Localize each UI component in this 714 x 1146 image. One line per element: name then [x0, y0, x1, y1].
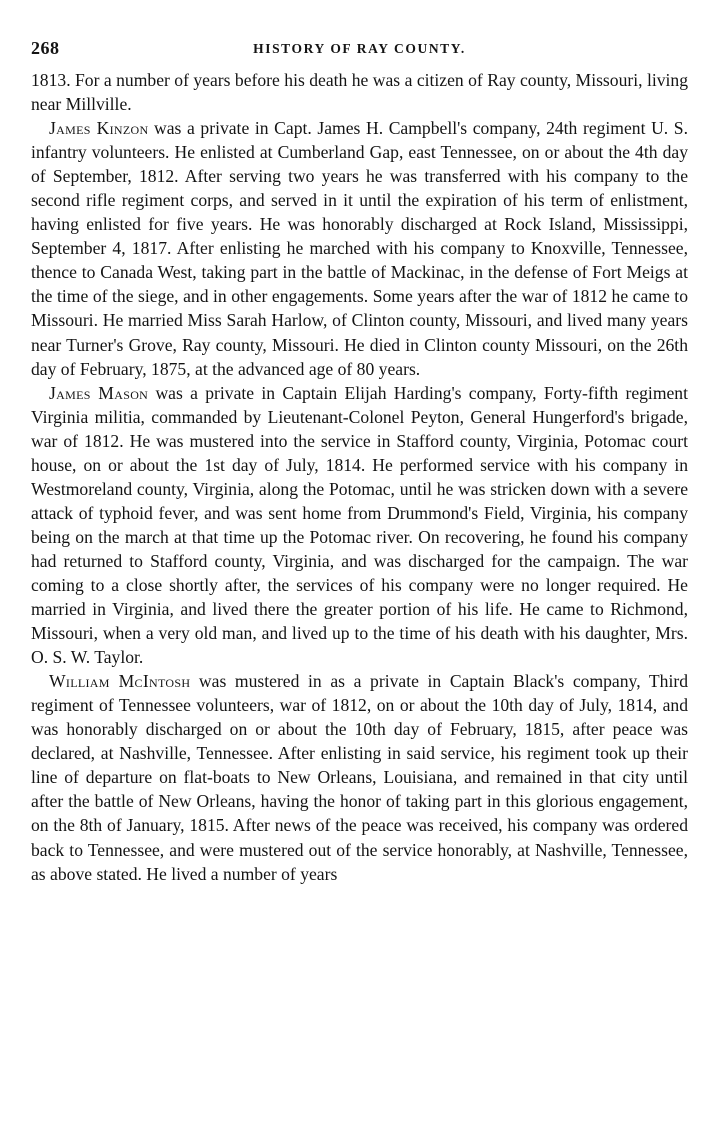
paragraph-text: 1813. For a number of years before his death he was a citizen of Ray county, Missouri, living near Millville.: [31, 70, 688, 115]
paragraph-james-kinzon: [31, 116, 688, 381]
page-header: [31, 38, 688, 68]
running-head: HISTORY OF RAY COUNTY.: [253, 41, 466, 56]
paragraph-william-mcintosh: [31, 669, 688, 885]
paragraph-continuation: [31, 68, 688, 116]
person-name: William McIntosh: [49, 671, 191, 692]
page-body: [31, 68, 688, 886]
paragraph-text: was mustered in as a private in Captain Black's company, Third regiment of Tennessee volunteers, war of 1812, on or about the 10th day of July, 1814, and was honorably discharged on or about the 10th day of February, 1815, after peace was declared, at Nashville, Tennessee. After enlisting in said service, his regiment took up their line of departure on flat-boats to New Orleans, Louisiana, and remained in that city until after the battle of New Orleans, having the honor of taking part in this glorious engagement, on the 8th of January, 1815. After news of the peace was received, his company was ordered back to Tennessee, and were mustered out of the service honorably, at Nashville, Tennessee, as above stated. He lived a number of years: [31, 671, 688, 884]
person-name: James Kinzon: [49, 118, 149, 139]
paragraph-text: was a private in Capt. James H. Campbell's company, 24th regiment U. S. infantry volunteers. He enlisted at Cumberland Gap, east Tennessee, on or about the 4th day of September, 1812. After serving two years he was transferred with his company to the second rifle regiment corps, and served in it until the expiration of his term of enlistment, having enlisted for five years. He was honorably discharged at Rock Island, Mississippi, September 4, 1817. After enlisting he marched with his company to Knoxville, Tennessee, thence to Canada West, taking part in the battle of Mackinac, in the defense of Fort Meigs at the time of the siege, and in other engagements. Some years after the war of 1812 he came to Missouri. He married Miss Sarah Harlow, of Clinton county, Missouri, and lived many years near Turner's Grove, Ray county, Missouri. He died in Clinton county Missouri, on the 26th day of February, 1875, at the advanced age of 80 years.: [31, 118, 688, 379]
person-name: James Mason: [49, 382, 149, 403]
paragraph-james-mason: [31, 381, 688, 670]
paragraph-text: was a private in Captain Elijah Harding's company, Forty-fifth regiment Virginia militia, commanded by Lieutenant-Colonel Peyton, General Hungerford's brigade, war of 1812. He was mustered into the service in Stafford county, Virginia, Potomac court house, on or about the 1st day of July, 1814. He performed service with his company in Westmoreland county, Virginia, along the Potomac, until he was stricken down with a severe attack of typhoid fever, and was sent home from Drummond's Field, Virginia, his company being on the march at that time up the Potomac river. On recovering, he found his company had returned to Stafford county, Virginia, and was discharged for the campaign. The war coming to a close shortly after, the services of his company were no longer required. He married in Virginia, and lived there the greater portion of his life. He came to Richmond, Missouri, when a very old man, and lived up to the time of his death with his daughter, Mrs. O. S. W. Taylor.: [31, 382, 688, 668]
page-number: 268: [31, 38, 60, 58]
